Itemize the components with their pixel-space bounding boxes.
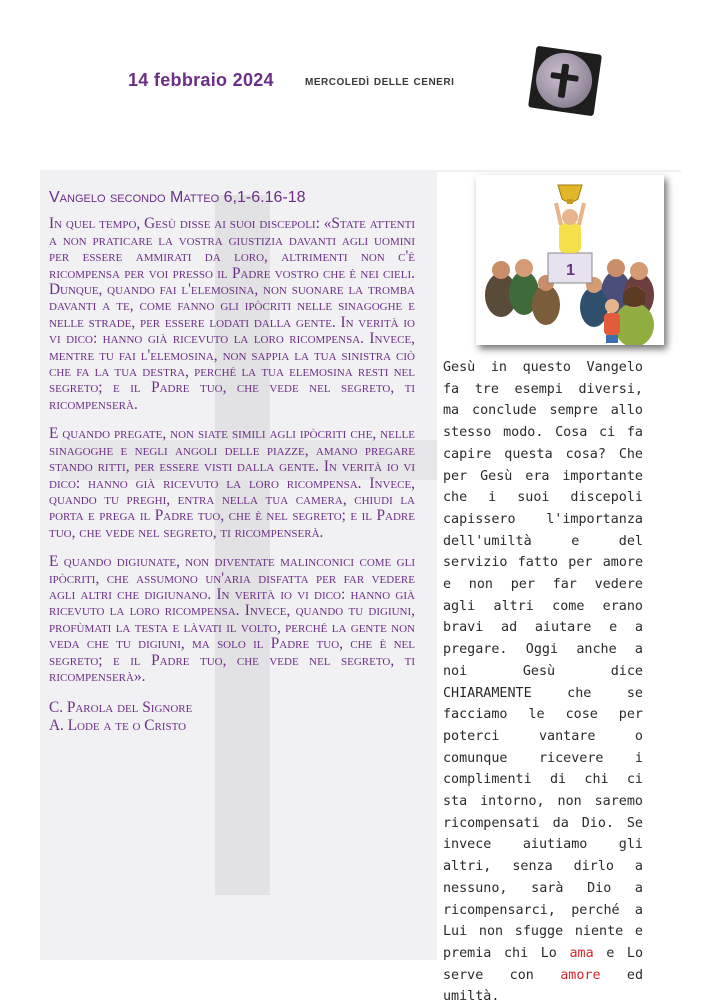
page-header (0, 0, 716, 150)
date: 14 febbraio 2024 (128, 70, 274, 90)
podium-number: 1 (566, 262, 575, 279)
highlight-word-ama: ama (569, 945, 594, 961)
liturgical-day-title: mercoledì delle ceneri (305, 72, 455, 88)
gospel-paragraph: E quando digiunate, non diventate malinconici come gli ipòcriti, che assumono un'aria disfatta per far vedere agli altri che digiunano. In verità io vi dico: hanno già ricevuto la loro ricompensa. Invece, quando tu digiuni, profùmati la testa e làvati il volto, perché la gente non veda che tu digiuni, ma solo il Padre tuo, che è nel segreto; e il Padre tuo, che vede nel segreto, ti ricompenserà». (49, 553, 415, 685)
closing-celebrant: C. Parola del Signore (49, 699, 193, 717)
highlight-word-amore: amore (560, 967, 601, 983)
ash-cross-icon (528, 46, 602, 117)
gospel-paragraph: E quando pregate, non siate simili agli ipòcriti che, nelle sinagoghe e negli angoli delle piazze, amano pregare stando ritti, per essere visti dalla gente. In verità io vi dico: hanno già ricevuto la loro ricompensa. Invece, quando tu preghi, entra nella tua camera, chiudi la porta e prega il Padre tuo, che è nel segreto; e il Padre tuo, che vede nel segreto, ti ricompenserà. (49, 425, 415, 541)
closing-assembly: A. Lode a te o Cristo (49, 717, 187, 735)
comment-question: Gesù in questo Vangelo fa tre esempi diversi, ma conclude sempre allo stesso modo. Cosa ci fa capire questa cosa? (443, 360, 643, 462)
comment-answer: Che per Gesù era importante che i suoi discepoli capissero l'importanza dell'umiltà e del servizio fatto per amore e non per far vedere agli altri come erano bravi ad aiutare e a pregare. Oggi anche a noi Gesù dice CHIARAMENTE che se facciamo le cose per poterci vantare o comunque ricevere i complimenti di chi ci sta intorno, non saremo ricompensati da Dio. Se invece aiutiamo gli altri, senza dirlo a nessuno, sarà Dio a ricompensarci, perché a Lui non sfugge niente e premia chi Lo (443, 446, 643, 961)
comment-mid: e Lo serve con (443, 945, 644, 983)
gospel-text (49, 190, 415, 735)
comment-text (443, 357, 643, 1008)
gospel-closing (49, 699, 415, 735)
trophy-podium-illustration (476, 175, 664, 345)
gospel-paragraph: In quel tempo, Gesù disse ai suoi discepoli: «State attenti a non praticare la vostra giustizia davanti agli uomini per essere ammirati da loro, altrimenti non c'è ricompensa per voi presso il Padre vostro che è nei cieli. Dunque, quando fai l'elemosina, non suonare la tromba davanti a te, come fanno gli ipòcriti nelle sinagoghe e nelle strade, per essere lodati dalla gente. In verità io vi dico: hanno già ricevuto la loro ricompensa. Invece, mentre tu fai l'elemosina, non sappia la tua sinistra ciò che fa la tua destra, perché la tua elemosina resti nel segreto; e il Padre tuo, che vede nel segreto, ti ricompenserà. (49, 215, 415, 413)
comment-end: ed umiltà. (443, 967, 644, 1005)
gospel-heading: Vangelo secondo Matteo 6,1-6.16-18 (49, 189, 306, 206)
